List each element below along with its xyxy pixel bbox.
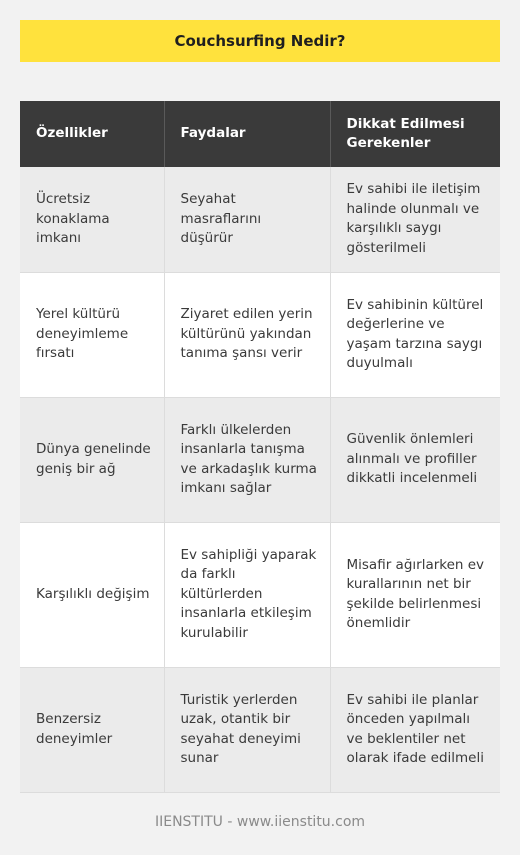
page-title: Couchsurfing Nedir? xyxy=(174,32,346,50)
table-cell: Yerel kültürü deneyimleme fırsatı xyxy=(20,272,164,397)
table-cell: Karşılıklı değişim xyxy=(20,522,164,667)
header-dikkat: Dikkat Edilmesi Gerekenler xyxy=(330,101,500,167)
table-cell: Farklı ülkelerden insanlarla tanışma ve arkadaşlık kurma imkanı sağlar xyxy=(164,397,330,522)
table-cell: Ev sahibi ile iletişim halinde olunmalı ve karşılıklı saygı gösterilmeli xyxy=(330,167,500,272)
table-cell: Seyahat masraflarını düşürür xyxy=(164,167,330,272)
title-banner xyxy=(20,20,500,62)
table-row xyxy=(20,667,500,792)
table-row xyxy=(20,272,500,397)
table-cell: Misafir ağırlarken ev kurallarının net bir şekilde belirlenmesi önemlidir xyxy=(330,522,500,667)
table-cell: Güvenlik önlemleri alınmalı ve profiller dikkatli incelenmeli xyxy=(330,397,500,522)
table-header-row xyxy=(20,101,500,167)
footer-credit: IIENSTITU - www.iienstitu.com xyxy=(154,814,366,830)
table-cell: Turistik yerlerden uzak, otantik bir seyahat deneyimi sunar xyxy=(164,667,330,792)
header-faydalar: Faydalar xyxy=(164,101,330,167)
table-cell: Ücretsiz konaklama imkanı xyxy=(20,167,164,272)
table-cell: Ev sahibinin kültürel değerlerine ve yaşam tarzına saygı duyulmalı xyxy=(330,272,500,397)
table-cell: Ziyaret edilen yerin kültürünü yakından tanıma şansı verir xyxy=(164,272,330,397)
table-cell: Ev sahipliği yaparak da farklı kültürlerden insanlarla etkileşim kurulabilir xyxy=(164,522,330,667)
features-table xyxy=(20,101,500,793)
table-cell: Dünya genelinde geniş bir ağ xyxy=(20,397,164,522)
table-row xyxy=(20,167,500,272)
table-row xyxy=(20,397,500,522)
table-cell: Ev sahibi ile planlar önceden yapılmalı ve beklentiler net olarak ifade edilmeli xyxy=(330,667,500,792)
header-ozellikler: Özellikler xyxy=(20,101,164,167)
table-cell: Benzersiz deneyimler xyxy=(20,667,164,792)
table-row xyxy=(20,522,500,667)
